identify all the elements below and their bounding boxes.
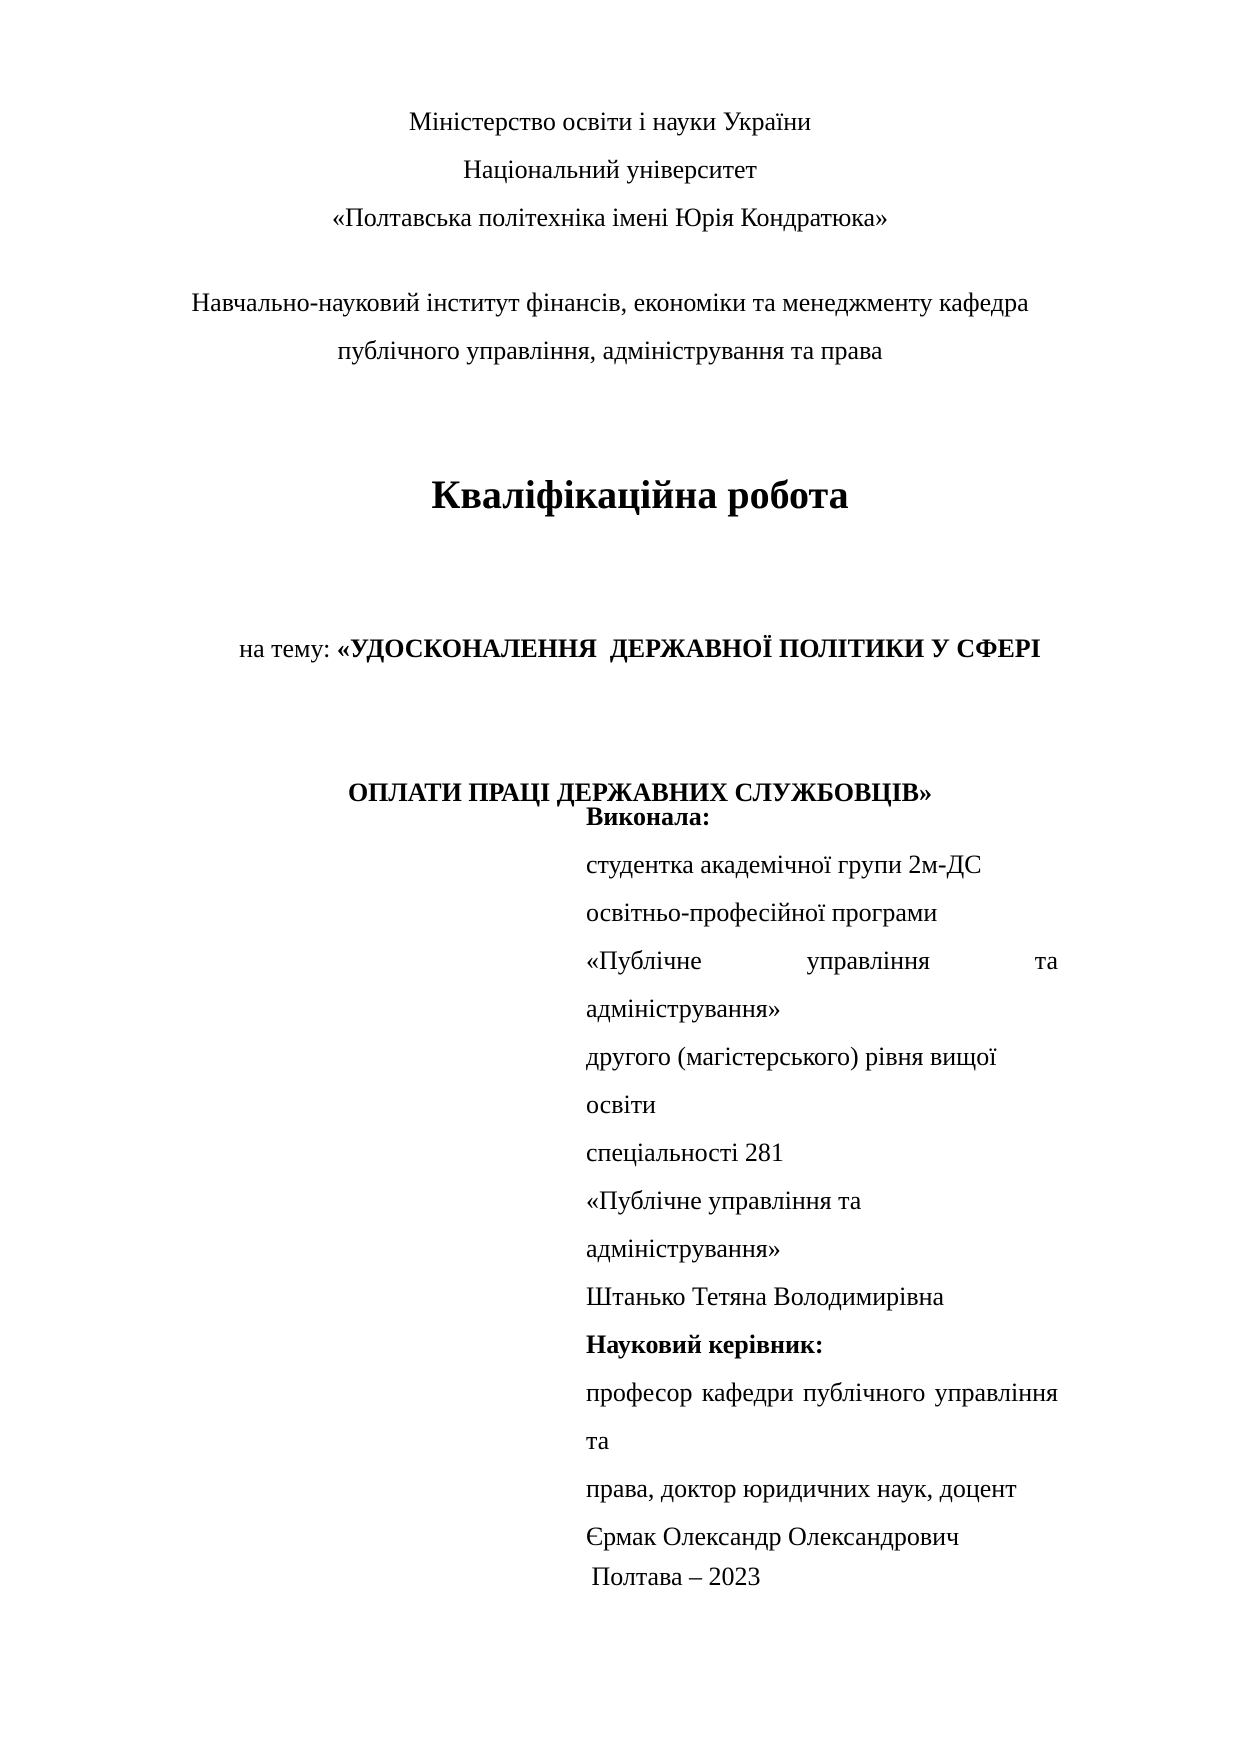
topic-line-1 xyxy=(180,625,1100,673)
topic-line-2: ОПЛАТИ ПРАЦІ ДЕРЖАВНИХ СЛУЖБОВЦІВ» xyxy=(347,778,933,807)
institute-line-1: Навчально-науковий інститут фінансів, економіки та менеджменту кафедра xyxy=(191,288,1029,317)
author-line: «Публічне управління та адміністрування» xyxy=(586,946,1065,1023)
author-heading: Виконала: xyxy=(586,802,711,831)
ministry-line: Міністерство освіти і науки України xyxy=(408,107,812,136)
author-line: спеціальності 281 xyxy=(586,1138,784,1167)
footer-block xyxy=(216,1553,1136,1601)
work-title-text: Кваліфікаційна робота xyxy=(431,472,849,517)
institute-block xyxy=(150,279,1070,375)
supervisor-line: права, доктор юридичних наук, доцент xyxy=(586,1474,1017,1503)
author-line: Штанько Тетяна Володимирівна xyxy=(586,1282,945,1311)
ministry-block xyxy=(150,98,1070,242)
author-line: студентка академічної групи 2м-ДС xyxy=(586,850,982,879)
credits-column xyxy=(586,793,1065,1561)
topic-prefix: на тему: xyxy=(239,634,337,663)
university-name-line: «Полтавська політехніка імені Юрія Кондратюка» xyxy=(331,203,889,232)
institute-line-2: публічного управління, адміністрування та права xyxy=(337,336,883,365)
topic-text-line-1: «УДОСКОНАЛЕННЯ ДЕРЖАВНОЇ ПОЛІТИКИ У СФЕРІ xyxy=(336,634,1041,663)
university-line: Національний університет xyxy=(463,155,757,184)
work-title xyxy=(180,467,1100,523)
supervisor-line: Єрмак Олександр Олександрович xyxy=(586,1522,960,1551)
author-line: «Публічне управління та адміністрування» xyxy=(586,1186,868,1263)
footer-city-year: Полтава – 2023 xyxy=(591,1562,761,1591)
author-line: другого (магістерського) рівня вищої освіти xyxy=(586,1042,1003,1119)
supervisor-heading: Науковий керівник: xyxy=(586,1330,824,1359)
author-line: освітньо-професійної програми xyxy=(586,898,938,927)
supervisor-line: професор кафедри публічного управління та xyxy=(586,1378,1065,1455)
